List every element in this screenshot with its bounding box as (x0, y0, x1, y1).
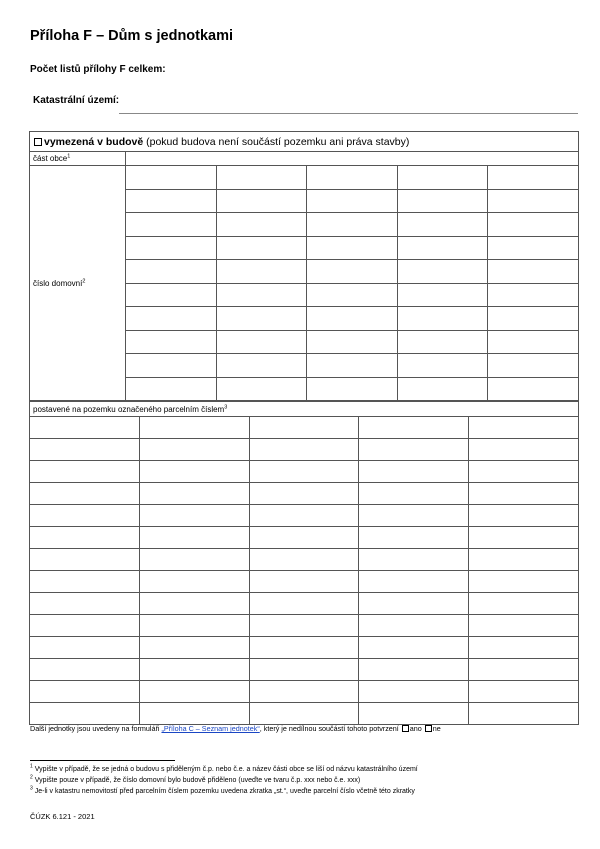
house-number-cell[interactable] (397, 166, 488, 190)
house-number-cell[interactable] (216, 189, 307, 213)
house-number-cell[interactable] (216, 283, 307, 307)
parcel-number-cell[interactable] (139, 615, 249, 637)
house-number-cell[interactable] (307, 283, 398, 307)
house-number-cell[interactable] (397, 260, 488, 284)
parcel-number-cell[interactable] (30, 681, 140, 703)
house-number-cell[interactable] (397, 377, 488, 401)
parcel-row (30, 417, 579, 439)
parcel-header-text: postavené na pozemku označeného parcelním číslem (33, 404, 225, 414)
parcel-number-cell[interactable] (139, 549, 249, 571)
parcel-number-cell[interactable] (469, 659, 579, 681)
house-number-cell[interactable] (488, 189, 579, 213)
parcel-number-cell[interactable] (359, 703, 469, 725)
parcel-number-cell[interactable] (139, 417, 249, 439)
house-number-cell[interactable] (216, 260, 307, 284)
house-number-cell[interactable] (488, 330, 579, 354)
house-number-cell[interactable] (488, 166, 579, 190)
house-number-cell[interactable] (126, 354, 217, 378)
house-number-cell[interactable] (307, 260, 398, 284)
cadastral-area-label: Katastrální území: (33, 95, 120, 106)
house-number-cell[interactable] (488, 236, 579, 260)
parcel-number-cell[interactable] (469, 439, 579, 461)
parcel-number-cell[interactable] (469, 703, 579, 725)
no-checkbox[interactable] (425, 725, 432, 732)
parcel-number-cell[interactable] (139, 659, 249, 681)
parcel-number-cell[interactable] (469, 527, 579, 549)
parcel-row (30, 439, 579, 461)
footnote-2 (30, 774, 361, 784)
parcel-number-cell[interactable] (249, 703, 359, 725)
house-number-cell[interactable] (307, 354, 398, 378)
house-number-cell[interactable] (488, 213, 579, 237)
parcel-number-cell[interactable] (469, 681, 579, 703)
yes-label: ano (409, 724, 422, 733)
sheet-count-label: Počet listů přílohy F celkem: (30, 64, 166, 75)
house-number-cell[interactable] (216, 354, 307, 378)
house-number-label-text: číslo domovní (33, 278, 83, 288)
parcel-number-cell[interactable] (139, 593, 249, 615)
house-number-cell[interactable] (307, 213, 398, 237)
parcel-number-cell[interactable] (249, 461, 359, 483)
footnote-3 (30, 785, 415, 795)
parcel-number-cell[interactable] (469, 417, 579, 439)
part-label-text: část obce (33, 154, 68, 163)
cadastral-area-field[interactable] (119, 113, 578, 114)
building-table-header (30, 132, 579, 152)
house-number-cell[interactable] (397, 189, 488, 213)
parcel-table (29, 401, 579, 725)
parcel-row (30, 615, 579, 637)
parcel-row (30, 637, 579, 659)
no-label: ne (432, 724, 441, 733)
parcel-number-cell[interactable] (249, 549, 359, 571)
house-number-cell[interactable] (307, 377, 398, 401)
parcel-number-cell[interactable] (139, 439, 249, 461)
parcel-number-cell[interactable] (139, 483, 249, 505)
parcel-number-cell[interactable] (359, 417, 469, 439)
footnote-2-ref: 2 (30, 774, 33, 781)
footnote-3-ref: 3 (30, 785, 33, 792)
parcel-number-cell[interactable] (30, 461, 140, 483)
parcel-number-cell[interactable] (249, 681, 359, 703)
parcel-number-cell[interactable] (359, 681, 469, 703)
parcel-number-cell[interactable] (249, 593, 359, 615)
parcel-number-cell[interactable] (139, 637, 249, 659)
more-units-suffix: , který je nedílnou součástí tohoto potvrzení (259, 724, 399, 733)
house-number-cell[interactable] (216, 213, 307, 237)
more-units-note (30, 724, 441, 733)
parcel-number-cell[interactable] (30, 615, 140, 637)
house-number-cell[interactable] (397, 330, 488, 354)
parcel-number-cell[interactable] (139, 571, 249, 593)
house-number-cell[interactable] (307, 189, 398, 213)
footnote-ref-1: 1 (67, 153, 71, 160)
parcel-number-cell[interactable] (359, 461, 469, 483)
house-number-cell[interactable] (126, 283, 217, 307)
parcel-number-cell[interactable] (249, 571, 359, 593)
part-of-municipality-label (30, 152, 126, 166)
house-number-cell[interactable] (307, 330, 398, 354)
parcel-number-cell[interactable] (359, 571, 469, 593)
parcel-table-header (30, 402, 579, 417)
parcel-number-cell[interactable] (30, 571, 140, 593)
parcel-number-cell[interactable] (469, 505, 579, 527)
footnote-1-text: Vypište v případě, že se jedná o budovu s přiděleným č.p. nebo č.e. a název části obce se liší od názvu katastrálního území (34, 766, 418, 773)
parcel-number-cell[interactable] (30, 593, 140, 615)
parcel-number-cell[interactable] (249, 527, 359, 549)
house-number-cell[interactable] (488, 354, 579, 378)
parcel-number-cell[interactable] (249, 417, 359, 439)
house-number-cell[interactable] (216, 307, 307, 331)
parcel-number-cell[interactable] (359, 483, 469, 505)
parcel-number-cell[interactable] (469, 549, 579, 571)
parcel-row (30, 571, 579, 593)
appendix-c-link[interactable]: „Příloha C – Seznam jednotek“ (161, 724, 260, 733)
house-number-cell[interactable] (216, 377, 307, 401)
parcel-number-cell[interactable] (30, 703, 140, 725)
house-number-cell[interactable] (397, 283, 488, 307)
footnote-separator (30, 760, 175, 761)
parcel-number-cell[interactable] (359, 637, 469, 659)
parcel-number-cell[interactable] (30, 417, 140, 439)
house-number-cell[interactable] (488, 307, 579, 331)
page-title: Příloha F – Dům s jednotkami (30, 28, 234, 44)
house-number-cell[interactable] (126, 189, 217, 213)
parcel-number-cell[interactable] (359, 527, 469, 549)
footnote-1 (30, 763, 418, 773)
parcel-number-cell[interactable] (249, 637, 359, 659)
house-number-cell[interactable] (126, 377, 217, 401)
house-number-cell[interactable] (216, 330, 307, 354)
house-number-cell[interactable] (397, 236, 488, 260)
parcel-number-cell[interactable] (359, 615, 469, 637)
house-number-cell[interactable] (126, 307, 217, 331)
house-number-cell[interactable] (397, 307, 488, 331)
parcel-number-cell[interactable] (469, 461, 579, 483)
more-units-prefix: Další jednotky jsou uvedeny na formuláři (30, 724, 162, 733)
parcel-number-cell[interactable] (30, 527, 140, 549)
house-number-cell[interactable] (488, 260, 579, 284)
house-number-cell[interactable] (397, 354, 488, 378)
footnote-ref-3: 3 (224, 403, 228, 410)
building-table (29, 131, 579, 401)
parcel-number-cell[interactable] (359, 549, 469, 571)
parcel-number-cell[interactable] (249, 659, 359, 681)
parcel-number-cell[interactable] (30, 505, 140, 527)
house-number-cell[interactable] (216, 166, 307, 190)
parcel-number-cell[interactable] (469, 637, 579, 659)
parcel-number-cell[interactable] (30, 637, 140, 659)
parcel-row (30, 483, 579, 505)
house-number-cell[interactable] (307, 236, 398, 260)
building-header-rest: (pokud budova není součástí pozemku ani práva stavby) (143, 135, 410, 148)
parcel-number-cell[interactable] (30, 483, 140, 505)
house-number-cell[interactable] (307, 307, 398, 331)
parcel-number-cell[interactable] (249, 505, 359, 527)
footnote-3-text: Je-li v katastru nemovitostí před parcelním číslem pozemku uvedena zkratka „st.“, uveďte parcelní číslo včetně této zkratky (34, 788, 415, 795)
building-header-bold: vymezená v budově (44, 135, 144, 148)
yes-checkbox[interactable] (402, 725, 409, 732)
house-number-cell[interactable] (307, 166, 398, 190)
parcel-number-cell[interactable] (249, 483, 359, 505)
parcel-row (30, 593, 579, 615)
parcel-number-cell[interactable] (139, 461, 249, 483)
house-number-cell[interactable] (397, 213, 488, 237)
house-number-cell[interactable] (488, 283, 579, 307)
parcel-number-cell[interactable] (139, 505, 249, 527)
parcel-number-cell[interactable] (139, 703, 249, 725)
form-code: ČÚZK 6.121 - 2021 (30, 812, 95, 821)
parcel-number-cell[interactable] (469, 483, 579, 505)
parcel-row (30, 461, 579, 483)
footnote-2-text: Vypište pouze v případě, že číslo domovní bylo budově přiděleno (uveďte ve tvaru č.p. xxx nebo č.e. xxx) (34, 777, 361, 784)
house-number-cell[interactable] (126, 166, 217, 190)
parcel-number-cell[interactable] (139, 527, 249, 549)
parcel-number-cell[interactable] (359, 505, 469, 527)
parcel-row (30, 527, 579, 549)
building-checkbox[interactable] (34, 138, 42, 146)
parcel-row (30, 681, 579, 703)
parcel-number-cell[interactable] (469, 593, 579, 615)
house-number-row (30, 166, 579, 190)
parcel-row (30, 659, 579, 681)
parcel-number-cell[interactable] (359, 659, 469, 681)
house-number-label (30, 166, 126, 401)
parcel-number-cell[interactable] (30, 549, 140, 571)
part-of-municipality-field[interactable] (126, 152, 579, 166)
parcel-number-cell[interactable] (359, 439, 469, 461)
house-number-cell[interactable] (126, 330, 217, 354)
parcel-number-cell[interactable] (249, 615, 359, 637)
parcel-number-cell[interactable] (139, 681, 249, 703)
house-number-cell[interactable] (488, 377, 579, 401)
parcel-row (30, 549, 579, 571)
parcel-row (30, 505, 579, 527)
footnote-ref-2: 2 (82, 277, 86, 284)
footnote-1-ref: 1 (30, 763, 33, 770)
parcel-number-cell[interactable] (30, 659, 140, 681)
parcel-number-cell[interactable] (469, 615, 579, 637)
parcel-number-cell[interactable] (469, 571, 579, 593)
parcel-number-cell[interactable] (359, 593, 469, 615)
house-number-cell[interactable] (126, 213, 217, 237)
house-number-cell[interactable] (216, 236, 307, 260)
parcel-number-cell[interactable] (249, 439, 359, 461)
house-number-cell[interactable] (126, 236, 217, 260)
parcel-row (30, 703, 579, 725)
house-number-cell[interactable] (126, 260, 217, 284)
parcel-number-cell[interactable] (30, 439, 140, 461)
